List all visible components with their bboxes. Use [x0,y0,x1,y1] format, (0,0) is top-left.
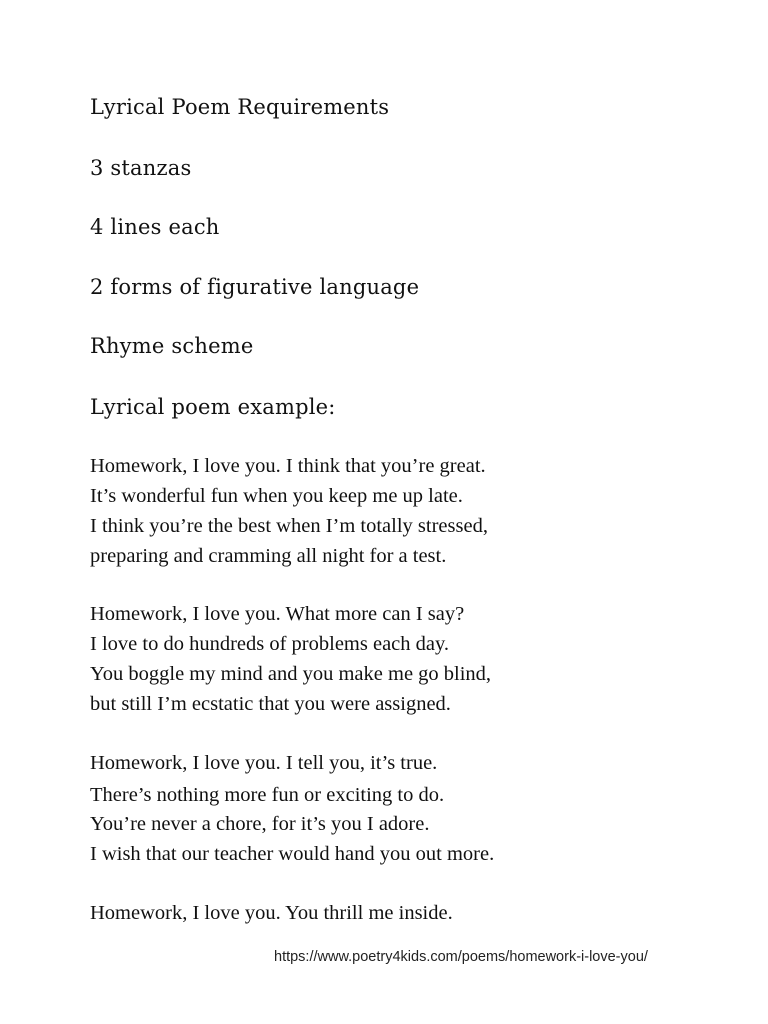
poem-line: You boggle my mind and you make me go blind, [90,663,492,685]
requirement-lines: 4 lines each [90,215,220,239]
poem-line: It’s wonderful fun when you keep me up late. [90,485,463,507]
poem-line: Homework, I love you. You thrill me inside. [90,902,453,924]
requirement-figurative-language: 2 forms of figurative language [90,275,420,299]
poem-line: Homework, I love you. I think that you’re great. [90,455,486,477]
poem-line: You’re never a chore, for it’s you I adore. [90,813,430,835]
poem-line: Homework, I love you. What more can I say? [90,603,465,625]
poem-line: I think you’re the best when I’m totally stressed, [90,515,488,537]
poem-line: but still I’m ecstatic that you were assigned. [90,693,451,715]
poem-line: Homework, I love you. I tell you, it’s true. [90,752,438,774]
page-title: Lyrical Poem Requirements [90,95,390,119]
poem-line: There’s nothing more fun or exciting to do. [90,784,445,806]
poem-line: I love to do hundreds of problems each day. [90,633,450,655]
poem-line: preparing and cramming all night for a test. [90,545,447,567]
poem-line: I wish that our teacher would hand you out more. [90,843,495,865]
example-heading: Lyrical poem example: [90,395,336,419]
requirement-rhyme-scheme: Rhyme scheme [90,334,254,358]
source-url: https://www.poetry4kids.com/poems/homework-i-love-you/ [274,949,648,965]
requirement-stanzas: 3 stanzas [90,156,192,180]
